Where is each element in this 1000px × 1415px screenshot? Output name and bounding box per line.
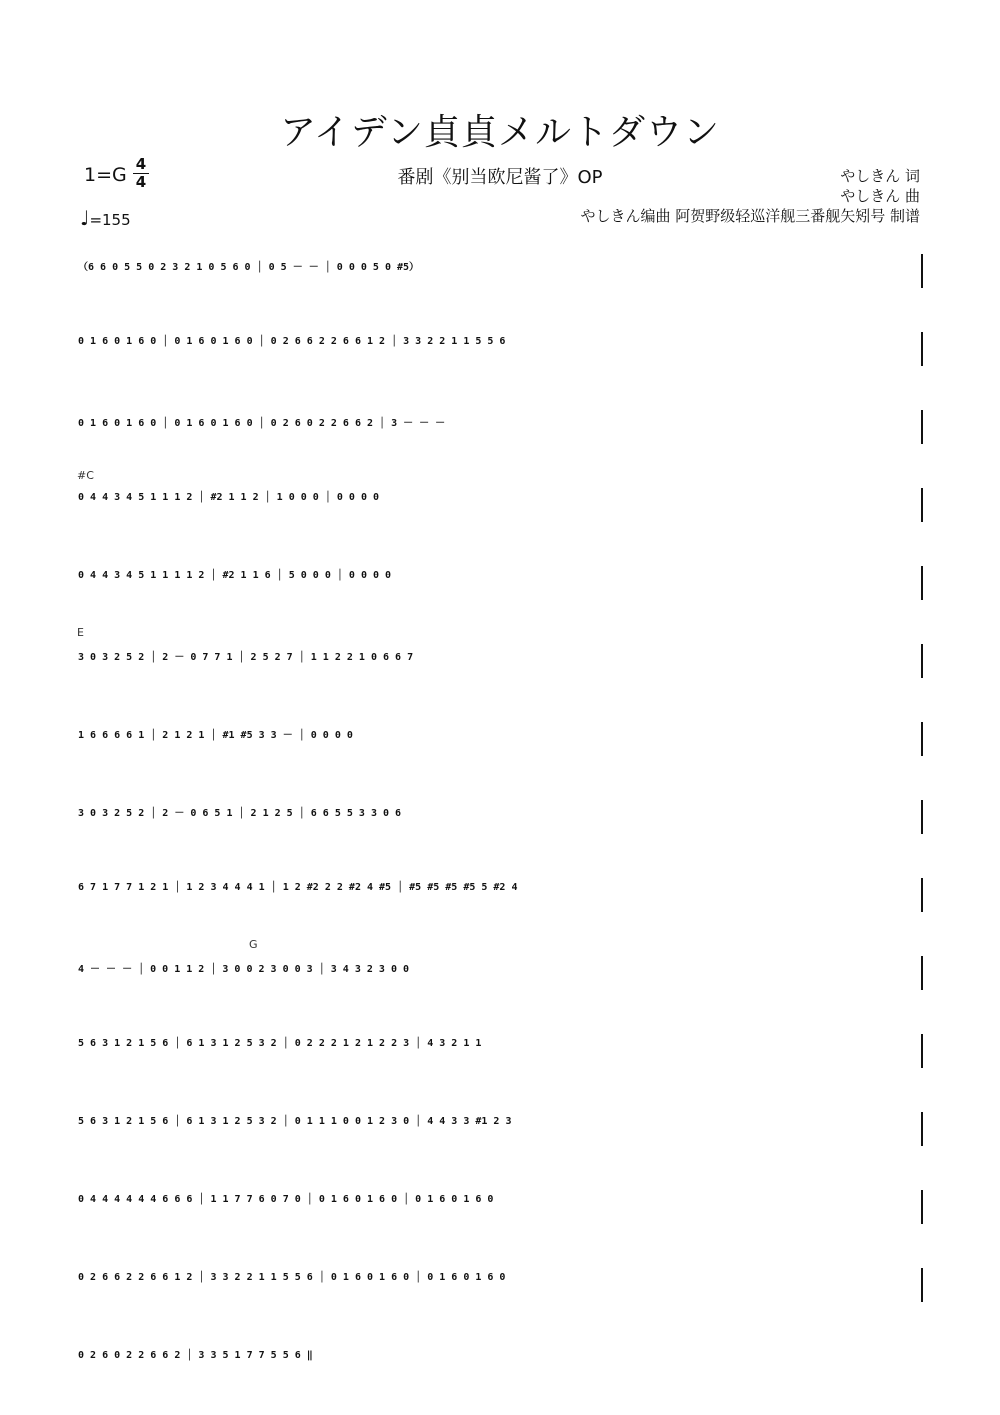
score-line [78,874,923,914]
tempo-marking [80,206,131,230]
key-signature: 1=G [84,164,127,186]
barline [921,800,923,834]
score-title: アイデン貞貞メルトダウン [279,112,721,153]
barline [921,1112,923,1146]
score-line-notes: 0 2 6 0 2 2 6 6 2 │ 3 3 5 1 7 7 5 5 6 ‖ [78,1350,313,1361]
score-line [78,328,923,368]
score-line-notes: 0 4 4 3 4 5 1 1 1 1 2 │ #2 1 1 6 │ 5 0 0 0 │ 0 0 0 0 [78,570,392,581]
score-line-final [78,1342,923,1382]
barline [921,566,923,600]
score-line-notes: 5 6 3 1 2 1 5 6 │ 6 1 3 1 2 5 3 2 │ 0 2 2 2 1 2 1 2 2 3 │ 4 3 2 1 1 [78,1038,482,1049]
score-line-notes: 6 7 1 7 7 1 2 1 │ 1 2 3 4 4 4 1 │ 1 2 #2 2 2 #2 4 #5 │ #5 #5 #5 #5 5 #2 4 [78,882,518,893]
score-line-notes: 0 2 6 6 2 2 6 6 1 2 │ 3 3 2 2 1 1 5 5 6 │ 0 1 6 0 1 6 0 │ 0 1 6 0 1 6 0 [78,1272,506,1283]
score-line [78,406,923,446]
section-label: G [249,938,258,951]
score-line [78,952,923,992]
time-signature-top: 4 [135,155,147,173]
score-line-notes: 0 1 6 0 1 6 0 │ 0 1 6 0 1 6 0 │ 0 2 6 0 2 2 6 6 2 │ 3 － － － [78,418,446,429]
score-line [78,718,923,758]
barline [921,1034,923,1068]
score-line [78,250,923,290]
lyrics-credit: やしきん 词 [840,167,920,185]
barline [921,410,923,444]
score-line [78,562,923,602]
credits [580,166,920,226]
score-line [78,1030,923,1070]
score-line-notes: 5 6 3 1 2 1 5 6 │ 6 1 3 1 2 5 3 2 │ 0 1 1 1 0 0 1 2 3 0 │ 4 4 3 3 #1 2 3 [78,1116,512,1127]
time-signature-bottom: 4 [133,173,149,191]
section-label: #C [77,469,94,482]
score-line-notes: 3 0 3 2 5 2 │ 2 － 0 7 7 1 │ 2 5 2 7 │ 1 1 2 2 1 0 6 6 7 [78,652,414,663]
quarter-note-icon: ♩ [80,206,90,230]
section-label: E [77,626,84,639]
score-line [78,1264,923,1304]
score-subtitle: 番剧《别当欧尼酱了》OP [397,167,603,188]
score-line-notes: 0 4 4 3 4 5 1 1 1 2 │ #2 1 1 2 │ 1 0 0 0 │ 0 0 0 0 [78,492,380,503]
score-line-notes: 3 0 3 2 5 2 │ 2 － 0 6 5 1 │ 2 1 2 5 │ 6 6 5 5 3 3 0 6 [78,808,402,819]
barline [921,1268,923,1302]
score-line-notes: （6 6 0 5 5 0 2 3 2 1 0 5 6 0 │ 0 5 － － │ 0 0 0 5 0 #5） [78,262,420,273]
score-line [78,484,923,524]
score-line [78,1108,923,1148]
barline [921,644,923,678]
barline [921,254,923,288]
score-line-notes: 4 － － － │ 0 0 1 1 2 │ 3 0 0 2 3 0 0 3 │ 3 4 3 2 3 0 0 [78,964,410,975]
barline [921,488,923,522]
arrange-credit: やしきん编曲 阿贺野级轻巡洋舰三番舰矢矧号 制谱 [580,207,920,225]
barline [921,332,923,366]
tempo-value: =155 [89,211,131,229]
barline [921,878,923,912]
barline [921,956,923,990]
score-line [78,1186,923,1226]
music-credit: やしきん 曲 [840,187,920,205]
barline [921,1190,923,1224]
score-line-notes: 0 4 4 4 4 4 4 6 6 6 │ 1 1 7 7 6 0 7 0 │ 0 1 6 0 1 6 0 │ 0 1 6 0 1 6 0 [78,1194,494,1205]
score-line-notes: 0 1 6 0 1 6 0 │ 0 1 6 0 1 6 0 │ 0 2 6 6 2 2 6 6 1 2 │ 3 3 2 2 1 1 5 5 6 [78,336,506,347]
score-line [78,796,923,836]
score-line [78,640,923,680]
score-line-notes: 1 6 6 6 6 1 │ 2 1 2 1 │ #1 #5 3 3 － │ 0 0 0 0 [78,730,353,741]
barline [921,722,923,756]
